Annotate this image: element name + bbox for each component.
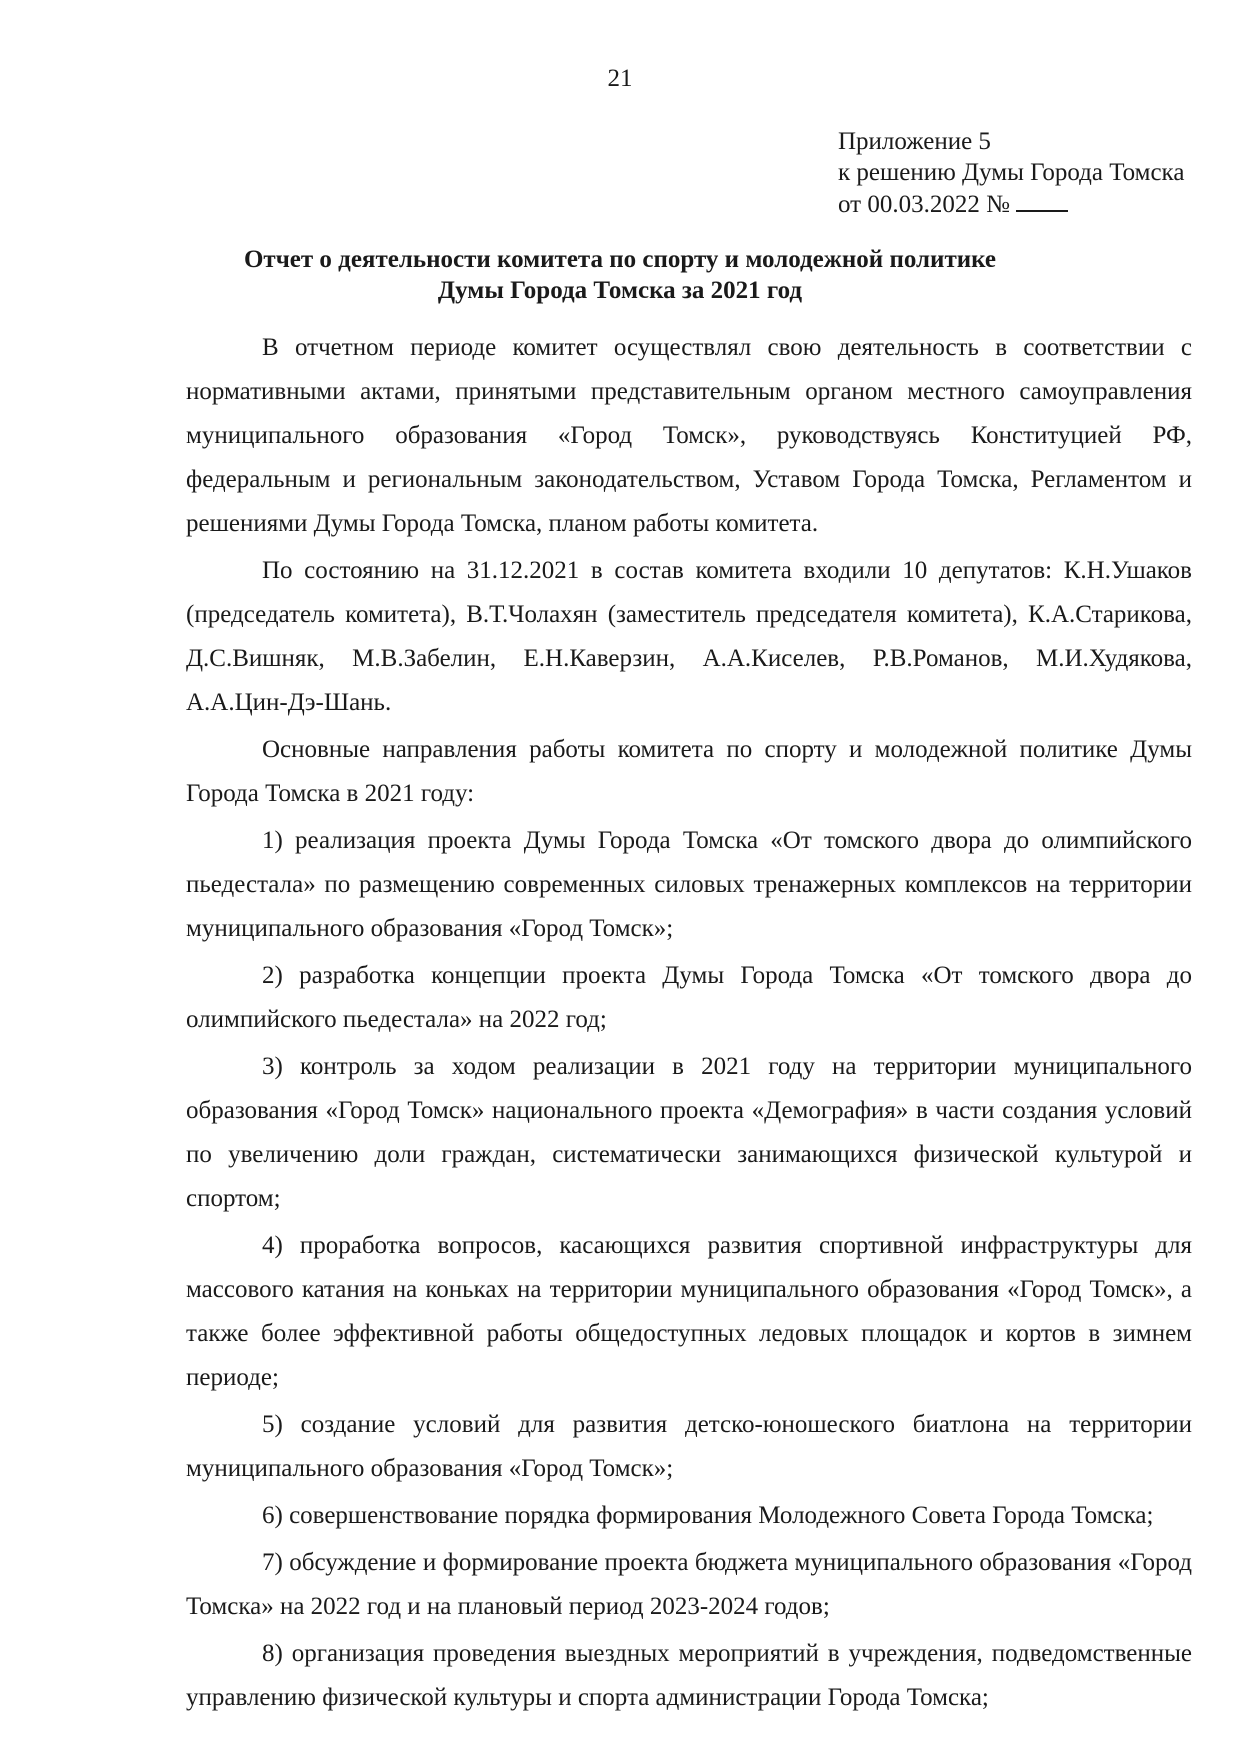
list-item: 7) обсуждение и формирование проекта бюджета муниципального образования «Город Томска» на 2022 год и на плановый период 2023-2024 годов; [186, 1549, 1192, 1620]
list-item: 4) проработка вопросов, касающихся развития спортивной инфраструктуры для массового катания на коньках на территории муниципального образования «Город Томск», а также более эффективной работы общедоступных ледовых площадок и кортов в зимнем периоде; [186, 1232, 1192, 1391]
appendix-header [838, 126, 1184, 220]
appendix-line-3 [838, 188, 1184, 220]
paragraph-directions: Основные направления работы комитета по спорту и молодежной политике Думы Города Томска в 2021 году: [186, 736, 1192, 807]
title-line-1: Отчет о деятельности комитета по спорту и молодежной политике [243, 246, 997, 273]
list-item: 6) совершенствование порядка формирования Молодежного Совета Города Томска; [262, 1502, 1154, 1529]
appendix-date-number: от 00.03.2022 № [838, 191, 1010, 218]
appendix-line-1: Приложение 5 [838, 128, 991, 155]
appendix-line-2: к решению Думы Города Томска [838, 159, 1185, 186]
document-title [0, 244, 1240, 306]
list-item: 5) создание условий для развития детско-юношеского биатлона на территории муниципального образования «Город Томск»; [186, 1411, 1192, 1482]
title-line-2: Думы Города Томска за 2021 год [437, 277, 803, 304]
paragraph-members: По состоянию на 31.12.2021 в состав комитета входили 10 депутатов: К.Н.Ушаков (председатель комитета), В.Т.Чолахян (заместитель председателя комитета), К.А.Старикова, Д.С.Вишняк, М.В.Забелин, Е.Н.Каверзин, А.А.Киселев, Р.В.Романов, М.И.Худякова, А.А.Цин-Дэ-Шань. [186, 557, 1192, 716]
list-item: 1) реализация проекта Думы Города Томска «От томского двора до олимпийского пьедестала» по размещению современных силовых тренажерных комплексов на территории муниципального образования «Город Томск»; [186, 827, 1192, 942]
page-number: 21 [607, 65, 633, 92]
list-item: 8) организация проведения выездных мероприятий в учреждения, подведомственные управлению физической культуры и спорта администрации Города Томска; [186, 1640, 1192, 1711]
list-item: 2) разработка концепции проекта Думы Города Томска «От томского двора до олимпийского пьедестала» на 2022 год; [186, 962, 1192, 1033]
document-body [186, 326, 1192, 1723]
number-blank-line [1016, 188, 1068, 212]
list-item: 3) контроль за ходом реализации в 2021 году на территории муниципального образования «Город Томск» национального проекта «Демография» в части создания условий по увеличению доли граждан, систематически занимающихся физической культурой и спортом; [186, 1053, 1192, 1212]
paragraph-intro: В отчетном периоде комитет осуществлял свою деятельность в соответствии с нормативными актами, принятыми представительным органом местного самоуправления муниципального образования «Город Томск», руководствуясь Конституцией РФ, федеральным и региональным законодательством, Уставом Города Томска, Регламентом и решениями Думы Города Томска, планом работы комитета. [186, 334, 1192, 537]
